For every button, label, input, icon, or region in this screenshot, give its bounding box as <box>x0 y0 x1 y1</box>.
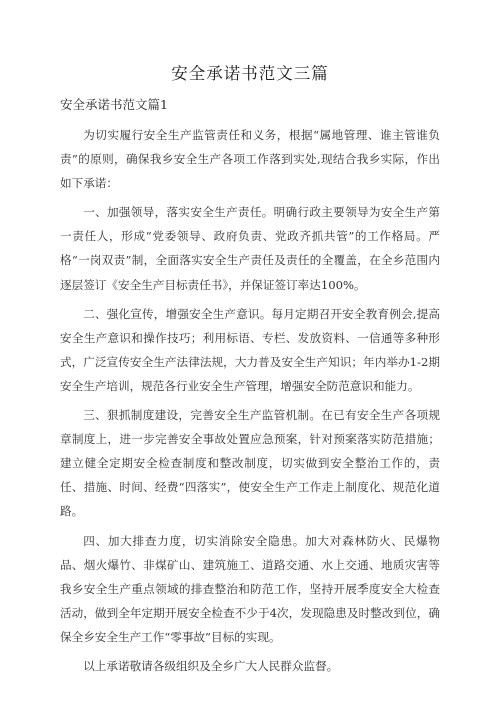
document-body <box>60 123 440 683</box>
paragraph-1: 一、加强领导，落实安全生产责任。明确行政主要领导为安全生产第一责任人，形成“党委领导、政府负责、党政齐抓共管”的工作格局。严格“一岗双责”制，全面落实安全生产责任及责任的全覆盖，在全乡范围内逐层签订《安全生产目标责任书》，并保证签订率达100%。 <box>60 205 440 292</box>
paragraph-3: 三、狠抓制度建设，完善安全生产监管机制。在已有安全生产各项规章制度上，进一步完善安全事故处置应急预案，针对预案落实防范措施；建立健全定期安全检查制度和整改制度，切实做到安全整治工作的，责任、措施、时间、经费“四落实”，使安全生产工作走上制度化、规范化道路。 <box>60 408 440 519</box>
paragraph-2: 二、强化宣传，增强安全生产意识。每月定期召开安全教育例会,提高安全生产意识和操作技巧；利用标语、专栏、发放资料、一信通等多种形式，广泛宣传安全生产法律法规，大力普及安全生产知识；年内举办1-2期安全生产培训，规范各行业安全生产管理，增强安全防范意识和能力。 <box>60 306 440 393</box>
paragraph-closing: 以上承诺敬请各级组织及全乡广大人民群众监督。 <box>83 658 339 673</box>
paragraph-4: 四、加大排查力度，切实消除安全隐患。加大对森林防火、民爆物品、烟火爆竹、非煤矿山、建筑施工、道路交通、水上交通、地质灾害等我乡安全生产重点领域的排查整治和防范工作，坚持开展季度安全大检查活动，做到全年定期开展安全检查不少于4次，发现隐患及时整改到位，确保全乡安全生产工作“零事故”目标的实现。 <box>60 533 440 644</box>
paragraph-intro: 为切实履行安全生产监管责任和义务，根据“属地管理、谁主管谁负责”的原则，确保我乡安全生产各项工作落到实处,现结合我乡实际，作出如下承诺： <box>60 128 440 191</box>
document-title: 安全承诺书范文三篇 <box>171 64 329 83</box>
section-title: 安全承诺书范文篇1 <box>60 97 168 112</box>
